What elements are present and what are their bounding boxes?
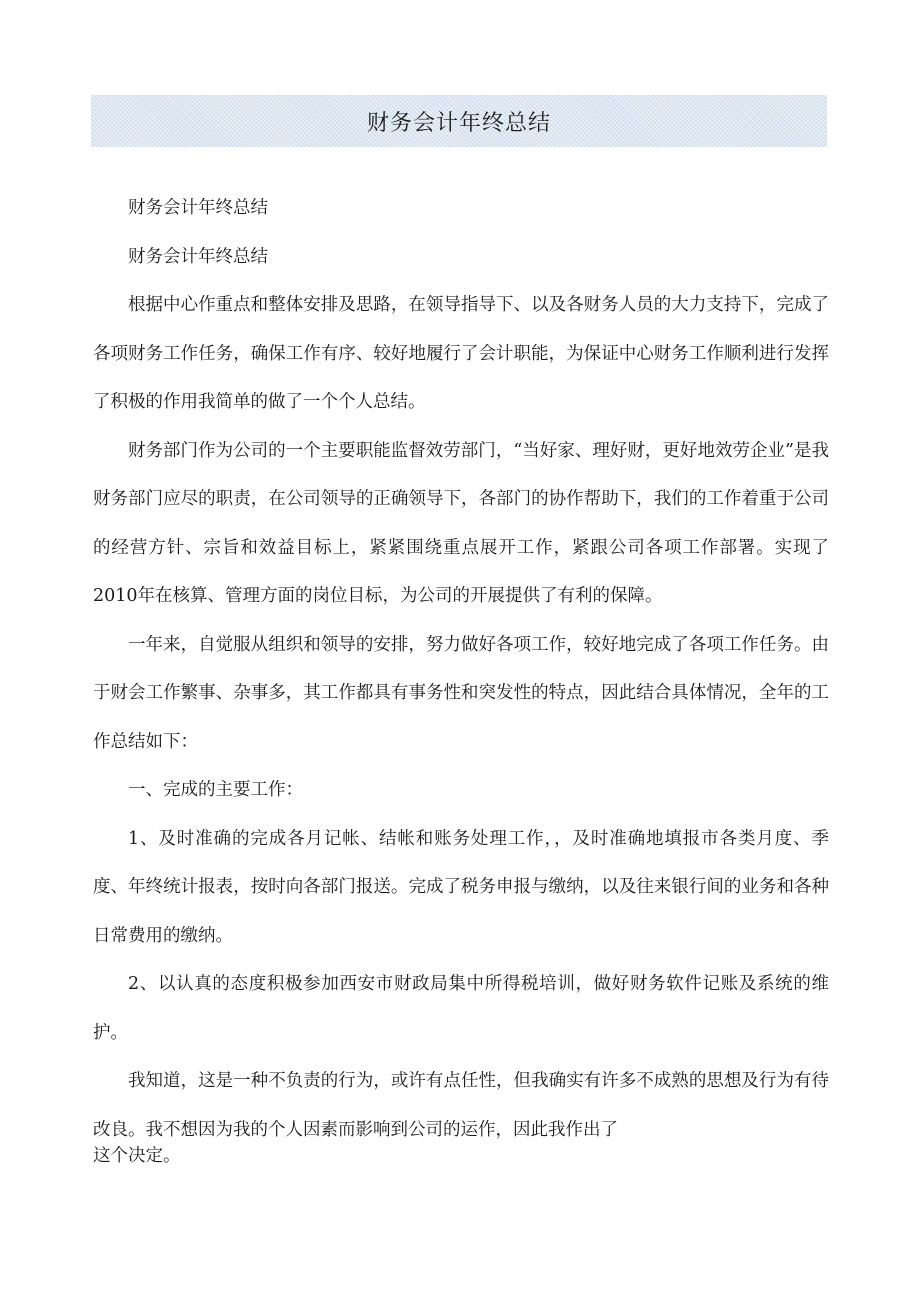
title-banner bbox=[91, 95, 827, 147]
closing-tail-text: 这个决定。 bbox=[93, 1146, 181, 1166]
document-title: 财务会计年终总结 bbox=[366, 110, 551, 136]
section-heading-main-work: 一、完成的主要工作： bbox=[128, 780, 303, 800]
paragraph-item-1: 1、及时准确的完成各月记帐、结帐和账务处理工作，，及时准确地填报市各类月度、季度、年终统计报表，按时向各部门报送。完成了税务申报与缴纳，以及往来银行间的业务和各种日常费用的缴纳。 bbox=[93, 828, 829, 946]
document-body bbox=[93, 184, 829, 1170]
paragraph-heading-1: 财务会计年终总结 bbox=[128, 198, 268, 218]
paragraph-department-role: 财务部门作为公司的一个主要职能监督效劳部门，“当好家、理好财，更好地效劳企业”是我财务部门应尽的职责，在公司领导的正确领导下，各部门的协作帮助下，我们的工作着重于公司的经营方针、宗旨和效益目标上，紧紧围绕重点展开工作，紧跟公司各项工作部署。实现了2010年在核算、管理方面的岗位目标，为公司的开展提供了有利的保障。 bbox=[93, 440, 829, 606]
paragraph-year-review: 一年来，自觉服从组织和领导的安排，努力做好各项工作，较好地完成了各项工作任务。由于财会工作繁事、杂事多，其工作都具有事务性和突发性的特点，因此结合具体情况，全年的工作总结如下： bbox=[93, 634, 829, 752]
paragraph-intro: 根据中心作重点和整体安排及思路，在领导指导下、以及各财务人员的大力支持下，完成了各项财务工作任务，确保工作有序、较好地履行了会计职能，为保证中心财务工作顺利进行发挥了积极的作用我简单的做了一个个人总结。 bbox=[93, 295, 829, 412]
paragraph-item-2: 2、以认真的态度积极参加西安市财政局集中所得税培训，做好财务软件记账及系统的维护。 bbox=[93, 974, 829, 1043]
paragraph-closing bbox=[93, 1057, 829, 1170]
closing-main-text: 我知道，这是一种不负责的行为，或许有点任性，但我确实有许多不成熟的思想及行为有待改良。我不想因为我的个人因素而影响到公司的运作，因此我作出了 bbox=[93, 1071, 829, 1140]
paragraph-heading-2: 财务会计年终总结 bbox=[128, 246, 268, 267]
